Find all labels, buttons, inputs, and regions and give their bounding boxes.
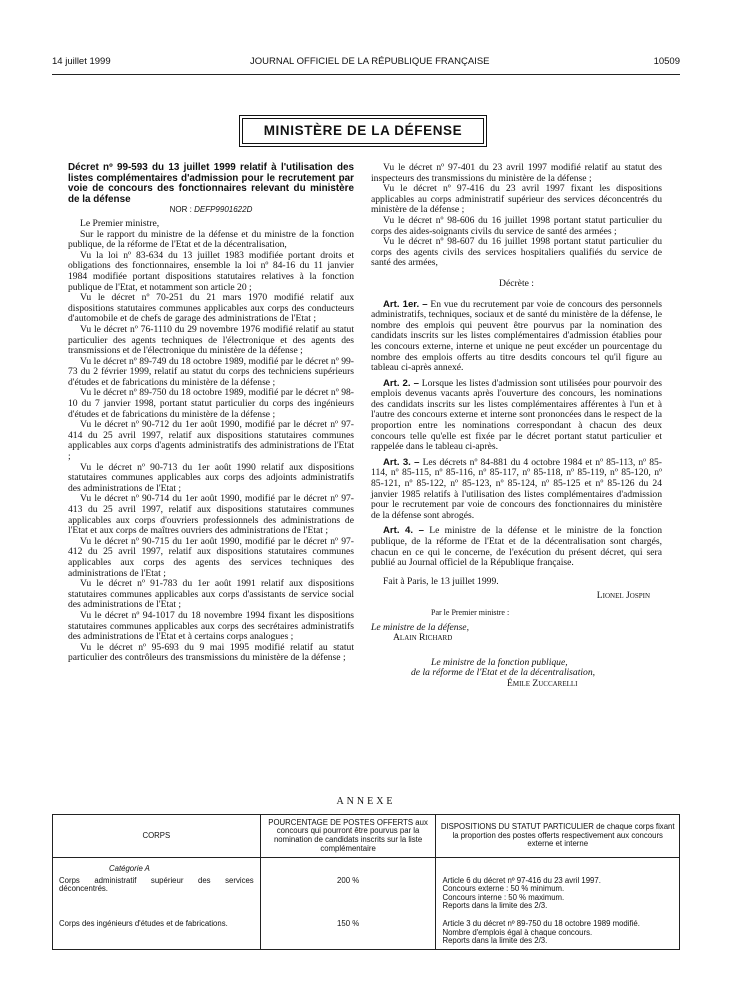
visa-paragraph: Vu le décret nº 97-401 du 23 avril 1997 modifié relatif au statut des inspecteurs des transmissions du ministère de la défense ; — [371, 162, 662, 184]
table-row — [53, 914, 680, 949]
visa-paragraph: Vu le décret nº 70-251 du 21 mars 1970 modifié relatif aux dispositions statutaires communes applicables aux corps des conducteurs d'automobile et de chefs de garage des administrations de l'Etat ; — [68, 292, 354, 325]
article-text: Lorsque les listes d'admission sont utilisées pour pourvoir des emplois devenus vacants après l'ouverture des concours, les nominations des candidats inscrits sur les listes complémentaires afférentes à l'un et à l'autre des concours externe et interne sont prononcées dans le respect de la proportion entre les nominations correspondant à chacun des deux concours telle qu'elle est fixée par le décret portant statut particulier et rappelée dans le tableau ci-après. — [371, 377, 662, 453]
article-text: Le ministre de la défense et le ministre de la fonction publique, de la réforme de l'Etat et de la décentralisation sont chargés, chacun en ce qui le concerne, de l'exécution du présent décret, qui sera publié au Journal officiel de la République française. — [371, 525, 662, 569]
cell-pourcentage: 150 % — [260, 914, 436, 949]
visa-paragraph: Le Premier ministre, — [80, 217, 160, 229]
cell-dispositions — [436, 914, 680, 949]
article-label: Art. 3. – — [383, 456, 420, 468]
by-prime-minister: Par le Premier ministre : — [431, 607, 510, 617]
visa-paragraph: Vu le décret nº 94-1017 du 18 novembre 1994 fixant les dispositions statutaires communes applicables aux corps des secrétaires administratifs des administrations de l'Etat et à certains corps analogues ; — [68, 609, 354, 643]
signatory-pm: Lionel Jospin — [596, 590, 650, 602]
visa-paragraph: Vu le décret nº 76-1110 du 29 novembre 1976 modifié relatif au statut particulier des agents techniques de l'électronique et des agents des transmissions et de l'électronique du ministère de la défense ; — [68, 323, 354, 357]
table-row — [53, 875, 680, 914]
minister-fp-name: Émile Zuccarelli — [507, 677, 578, 689]
category-label: Catégorie A — [53, 858, 261, 875]
cell-dispositions — [436, 875, 680, 914]
visa-paragraph: Vu le décret nº 90-712 du 1er août 1990, modifié par le décret nº 97-414 du 25 avril 1997, relatif aux dispositions statutaires communes applicables aux corps d'agents administratifs des administrations de l'Etat ; — [68, 419, 354, 463]
annex-table — [52, 814, 680, 950]
minister-defense-name: Alain Richard — [393, 632, 453, 644]
article-label: Art. 4. – — [383, 525, 424, 537]
minister-fp-title-2: de la réforme de l'Etat et de la décentralisation, — [411, 667, 596, 679]
cell-corps: Corps administratif supérieur des services déconcentrés. — [53, 875, 261, 914]
visa-list-left — [68, 219, 354, 664]
article — [371, 300, 662, 374]
done-at: Fait à Paris, le 13 juillet 1999. — [383, 575, 499, 587]
header-pourcentage: POURCENTAGE DE POSTES OFFERTS aux concours qui pourront être pourvus par la nomination de candidats inscrits sur la liste complémentaire — [260, 815, 436, 858]
disposition-line: Article 3 du décret nº 89-750 du 18 octobre 1989 modifié. — [442, 918, 640, 928]
minister-defense-title: Le ministre de la défense, — [371, 621, 469, 633]
cell-corps: Corps des ingénieurs d'études et de fabrications. — [53, 914, 261, 949]
left-column — [68, 163, 354, 664]
visa-paragraph: Vu le décret nº 90-715 du 1er août 1990, modifié par le décret nº 97-412 du 25 avril 1997, relatif aux dispositions statutaires communes applicables aux corps des agents des services techniques des administrations de l'Etat ; — [68, 535, 354, 579]
articles — [371, 300, 662, 569]
decrete-heading: Décrète : — [499, 277, 534, 289]
visa-paragraph: Vu le décret nº 98-606 du 16 juillet 1998 portant statut particulier du corps des aides-soignants civils du service de santé des armées ; — [371, 214, 662, 237]
disposition-line: Nombre d'emplois égal à chaque concours. — [442, 927, 593, 937]
article — [371, 379, 662, 453]
right-column — [371, 163, 662, 690]
visa-paragraph: Vu le décret nº 90-714 du 1er août 1990, modifié par le décret nº 97-413 du 25 avril 1997, relatif aux dispositions statutaires communes applicables aux corps d'ouvriers professionnels des administrations de l'Etat et aux corps de maîtres ouvriers des administrations de l'Etat ; — [68, 493, 354, 537]
article — [371, 526, 662, 568]
decree-title: Décret nº 99-593 du 13 juillet 1999 relatif à l'utilisation des listes complémentaires d'admission pour le recrutement par voie de concours des fonctionnaires relevant du ministère de la défense — [68, 162, 354, 205]
header-dispositions: DISPOSITIONS DU STATUT PARTICULIER de chaque corps fixant la proportion des postes offerts respectivement aux concours externe et interne — [436, 815, 680, 858]
nor-reference: NOR : DEFP9901622D — [169, 205, 253, 215]
visa-paragraph: Sur le rapport du ministre de la défense et du ministre de la fonction publique, de la réforme de l'Etat et de la décentralisation, — [68, 228, 354, 251]
disposition-line: Article 6 du décret nº 97-416 du 23 avril 1997. — [442, 875, 601, 885]
visa-paragraph: Vu le décret nº 89-750 du 18 octobre 1989, modifié par le décret nº 98-10 du 7 janvier 1998, portant statut particulier du corps des ingénieurs d'études et de fabrications du ministère de la défense ; — [68, 387, 354, 420]
article-label: Art. 2. – — [383, 377, 419, 389]
visa-paragraph: Vu le décret nº 91-783 du 1er août 1991 relatif aux dispositions statutaires communes applicables aux corps d'assistants de service social des administrations de l'Etat ; — [68, 578, 354, 611]
visa-paragraph: Vu le décret nº 89-749 du 18 octobre 1989, modifié par le décret nº 99-73 du 2 février 1999, relatif au statut du corps des techniciens supérieurs d'études et de fabrications du ministère de la défense ; — [68, 355, 354, 388]
header-corps: CORPS — [53, 815, 261, 858]
visa-paragraph: Vu le décret nº 97-416 du 23 avril 1997 fixant les dispositions applicables au corps administratif supérieur des services déconcentrés du ministère de la défense ; — [371, 183, 662, 216]
visa-paragraph: Vu le décret nº 98-607 du 16 juillet 1998 portant statut particulier du corps des agents civils des services hospitaliers qualifiés du service de santé des armées, — [371, 236, 662, 269]
disposition-line: Reports dans la limite des 2/3. — [442, 901, 548, 911]
article-label: Art. 1er. – — [383, 298, 428, 310]
disposition-line: Concours interne : 50 % maximum. — [442, 892, 565, 902]
header-page-number: 10509 — [653, 56, 680, 67]
header-rule — [52, 74, 680, 75]
page-header — [52, 56, 680, 70]
visa-paragraph: Vu le décret nº 95-693 du 9 mai 1995 modifié relatif au statut particulier des contrôleurs des transmissions du ministère de la défense ; — [68, 641, 354, 664]
annex-title: ANNEXE — [336, 796, 396, 807]
header-date: 14 juillet 1999 — [52, 56, 111, 67]
disposition-line: Concours externe : 50 % minimum. — [442, 884, 565, 894]
article-text: En vue du recrutement par voie de concours des personnels administratifs, techniques, sociaux et de santé du ministère de la défense, le nombre des emplois qui peuvent être pourvus par la nomination des candidats inscrits sur les listes complémentaires d'admission établies pour les concours externe, interne et unique ne peut excéder un pourcentage du nombre des emplois offerts au titre desdits concours tel qu'il figure au tableau ci-après annexé. — [371, 298, 662, 374]
ministry-box: MINISTÈRE DE LA DÉFENSE — [242, 118, 484, 144]
article — [371, 458, 662, 522]
article-text: Les décrets nº 84-881 du 4 octobre 1984 et nº 85-113, nº 85-114, nº 85-115, nº 85-116, nº 85-117, nº 85-118, nº 85-119, nº 85-120, nº 85-121, nº 85-122, nº 85-123, nº 85-124, nº 85-125 et nº 85-126 du 24 janvier 1985 relatifs à l'utilisation des listes complémentaires d'admission pour le recrutement par voie de concours des fonctionnaires du ministère de la défense sont abrogés. — [371, 456, 662, 521]
cell-pourcentage: 200 % — [260, 875, 436, 914]
disposition-line: Reports dans la limite des 2/3. — [442, 936, 548, 946]
visa-list-right — [371, 163, 662, 269]
visa-paragraph: Vu le décret nº 90-713 du 1er août 1990 relatif aux dispositions statutaires communes applicables aux corps des adjoints administratifs des administrations de l'Etat ; — [68, 461, 354, 494]
visa-paragraph: Vu la loi nº 83-634 du 13 juillet 1983 modifiée portant droits et obligations des fonctionnaires, ensemble la loi nº 84-16 du 11 janvier 1984 modifiée portant dispositions statutaires relatives à la fonction publique de l'Etat, et notamment son article 20 ; — [68, 249, 354, 293]
header-journal-name: JOURNAL OFFICIEL DE LA RÉPUBLIQUE FRANÇAISE — [250, 56, 490, 67]
minister-fp-title-1: Le ministre de la fonction publique, — [431, 656, 568, 668]
